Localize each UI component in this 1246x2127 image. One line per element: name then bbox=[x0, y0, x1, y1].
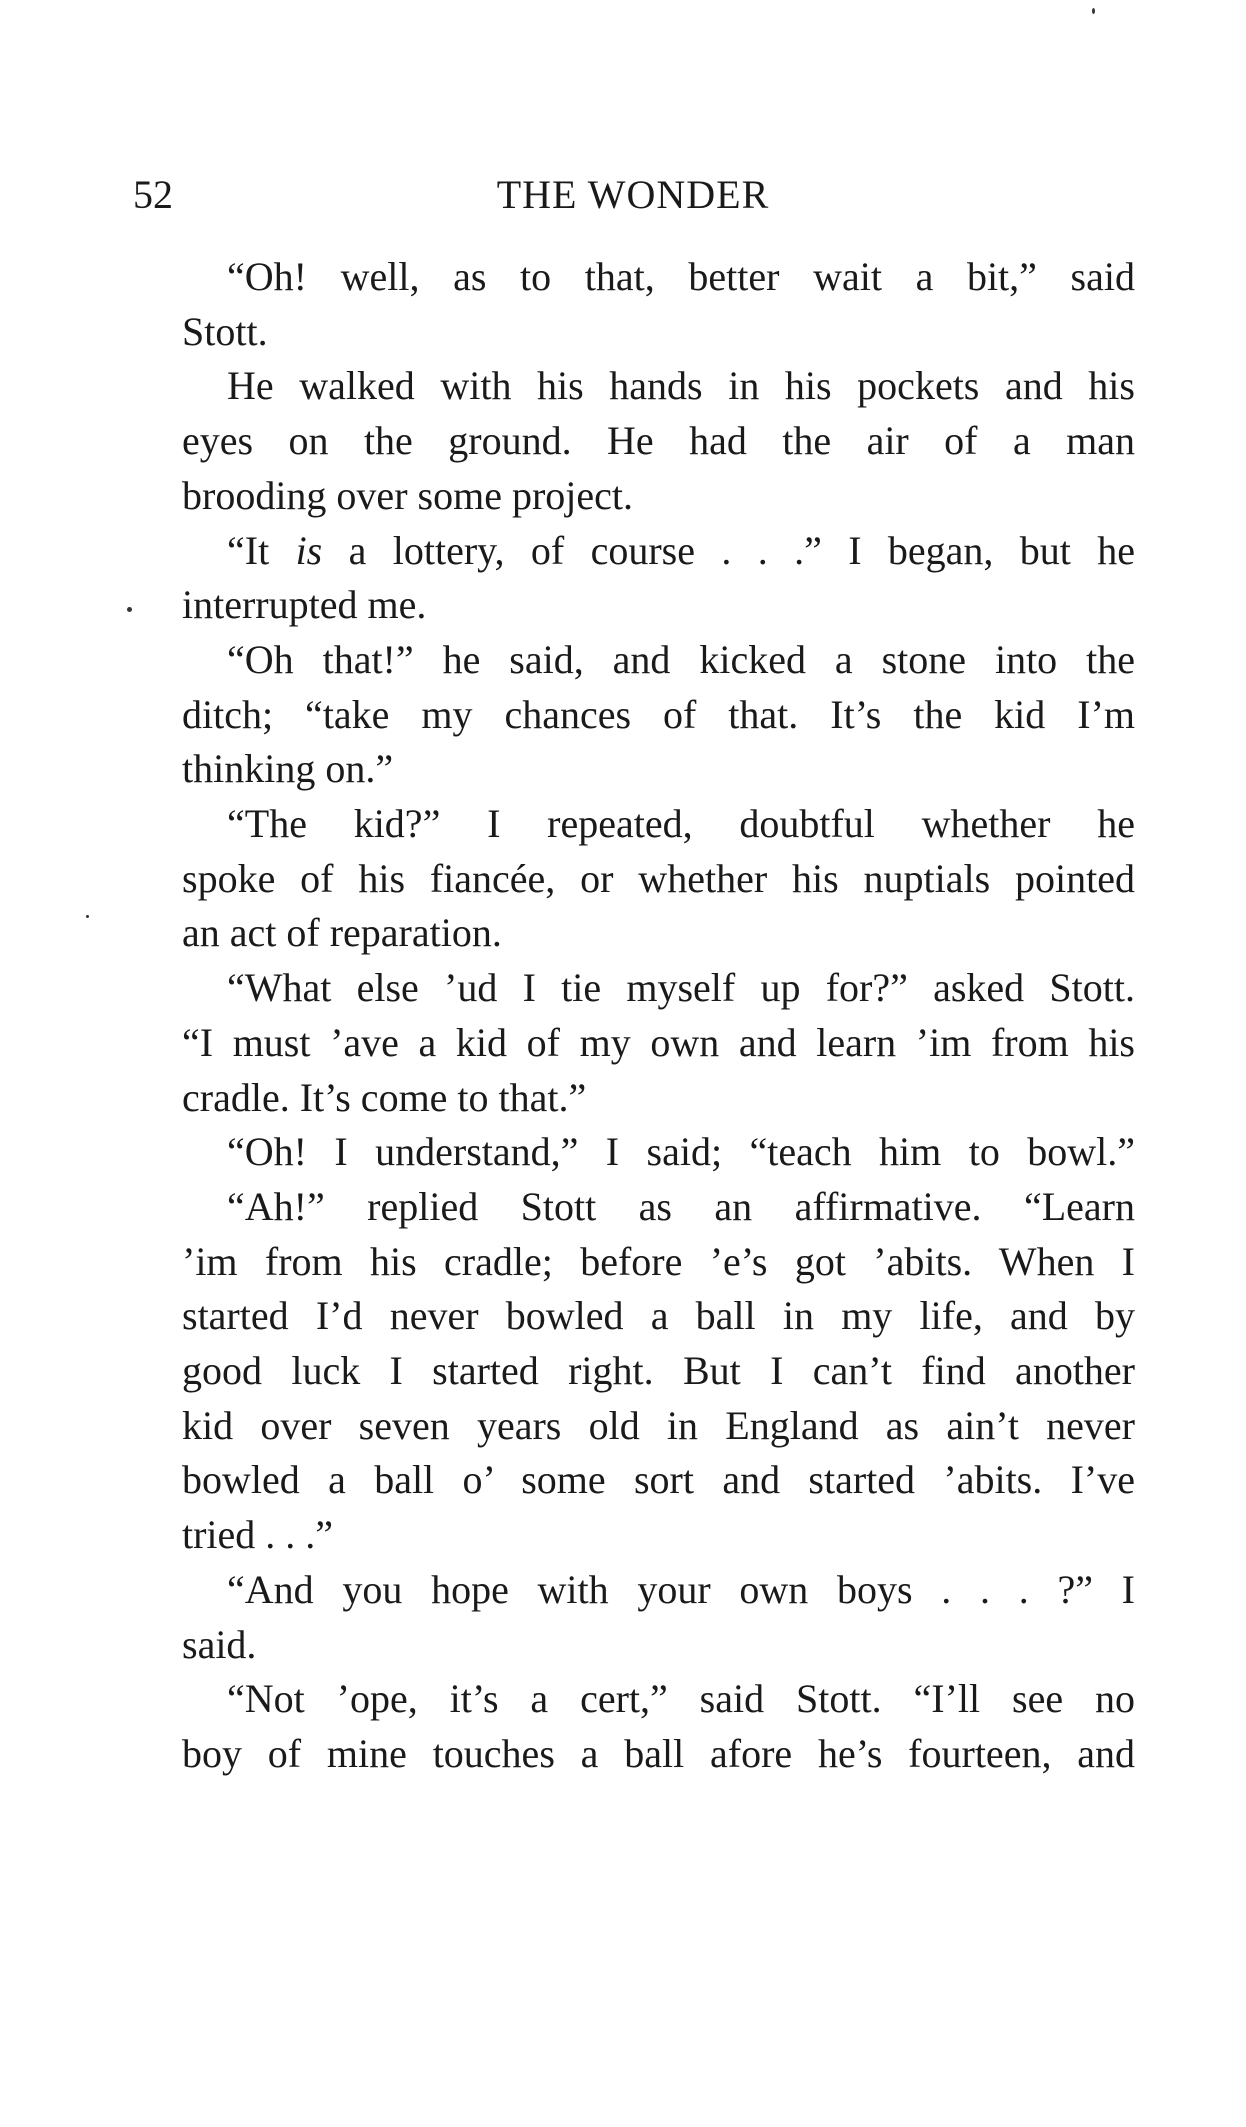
text-line: “Oh! I understand,” I said; “teach him to bowl.” bbox=[227, 1129, 1135, 1175]
paragraph-10 bbox=[137, 1672, 1135, 1781]
text-line: bowled a ball o’ some sort and started ’abits. I’ve bbox=[182, 1457, 1135, 1503]
text-line: “Not ’ope, it’s a cert,” said Stott. “I’ll see no bbox=[227, 1676, 1135, 1722]
paragraph-2 bbox=[137, 359, 1135, 523]
text-line bbox=[137, 524, 1135, 579]
text-line: tried . . .” bbox=[182, 1512, 334, 1558]
text-line: good luck I started right. But I can’t find another bbox=[182, 1348, 1135, 1394]
text-line: “Oh that!” he said, and kicked a stone into the bbox=[227, 636, 1135, 682]
text-line: “Oh! well, as to that, better wait a bit,” said bbox=[227, 254, 1135, 299]
text-line: ’im from his cradle; before ’e’s got ’abits. When I bbox=[182, 1238, 1135, 1284]
text-line: Stott. bbox=[182, 308, 268, 354]
text-line: an act of reparation. bbox=[182, 910, 502, 956]
page-number: 52 bbox=[133, 172, 173, 217]
text-line: “I must ’ave a kid of my own and learn ’im from his bbox=[182, 1019, 1135, 1065]
paragraph-7 bbox=[137, 1125, 1135, 1180]
running-title: THE WONDER bbox=[496, 172, 770, 217]
text-line: started I’d never bowled a ball in my life, and by bbox=[182, 1293, 1135, 1339]
paragraph-9 bbox=[137, 1563, 1135, 1672]
text-line: thinking on.” bbox=[182, 746, 394, 792]
text-line: “The kid?” I repeated, doubtful whether he bbox=[227, 801, 1135, 847]
text-line: said. bbox=[182, 1621, 257, 1667]
text-line: boy of mine touches a ball afore he’s fourteen, and bbox=[182, 1730, 1135, 1776]
scan-speck bbox=[1092, 8, 1095, 14]
text-line: eyes on the ground. He had the air of a man bbox=[182, 418, 1135, 464]
text-fragment: a lottery, of course . . .” I began, but he bbox=[322, 527, 1136, 573]
paragraph-5 bbox=[137, 797, 1135, 961]
text-line: brooding over some project. bbox=[182, 472, 633, 518]
scan-speck bbox=[127, 607, 132, 612]
text-line: spoke of his fiancée, or whether his nuptials pointed bbox=[182, 855, 1135, 901]
paragraph-6 bbox=[137, 961, 1135, 1125]
text-line: ditch; “take my chances of that. It’s the kid I’m bbox=[182, 691, 1135, 737]
paragraph-1 bbox=[137, 250, 1135, 359]
body-text bbox=[137, 250, 1135, 1782]
text-fragment: “It bbox=[227, 527, 296, 573]
emphasis-text: is bbox=[295, 527, 323, 573]
scan-speck bbox=[86, 915, 89, 918]
paragraph-4 bbox=[137, 633, 1135, 797]
text-line: kid over seven years old in England as ain’t never bbox=[182, 1402, 1135, 1448]
text-line: He walked with his hands in his pockets and his bbox=[227, 363, 1135, 409]
text-line: cradle. It’s come to that.” bbox=[182, 1074, 587, 1120]
text-line: “Ah!” replied Stott as an affirmative. “Learn bbox=[227, 1183, 1135, 1229]
text-line: interrupted me. bbox=[182, 582, 427, 628]
paragraph-3 bbox=[137, 524, 1135, 633]
paragraph-8 bbox=[137, 1180, 1135, 1563]
text-line: “And you hope with your own boys . . . ?” I bbox=[227, 1566, 1135, 1612]
text-line: “What else ’ud I tie myself up for?” asked Stott. bbox=[227, 965, 1135, 1011]
page-header bbox=[133, 170, 1133, 220]
